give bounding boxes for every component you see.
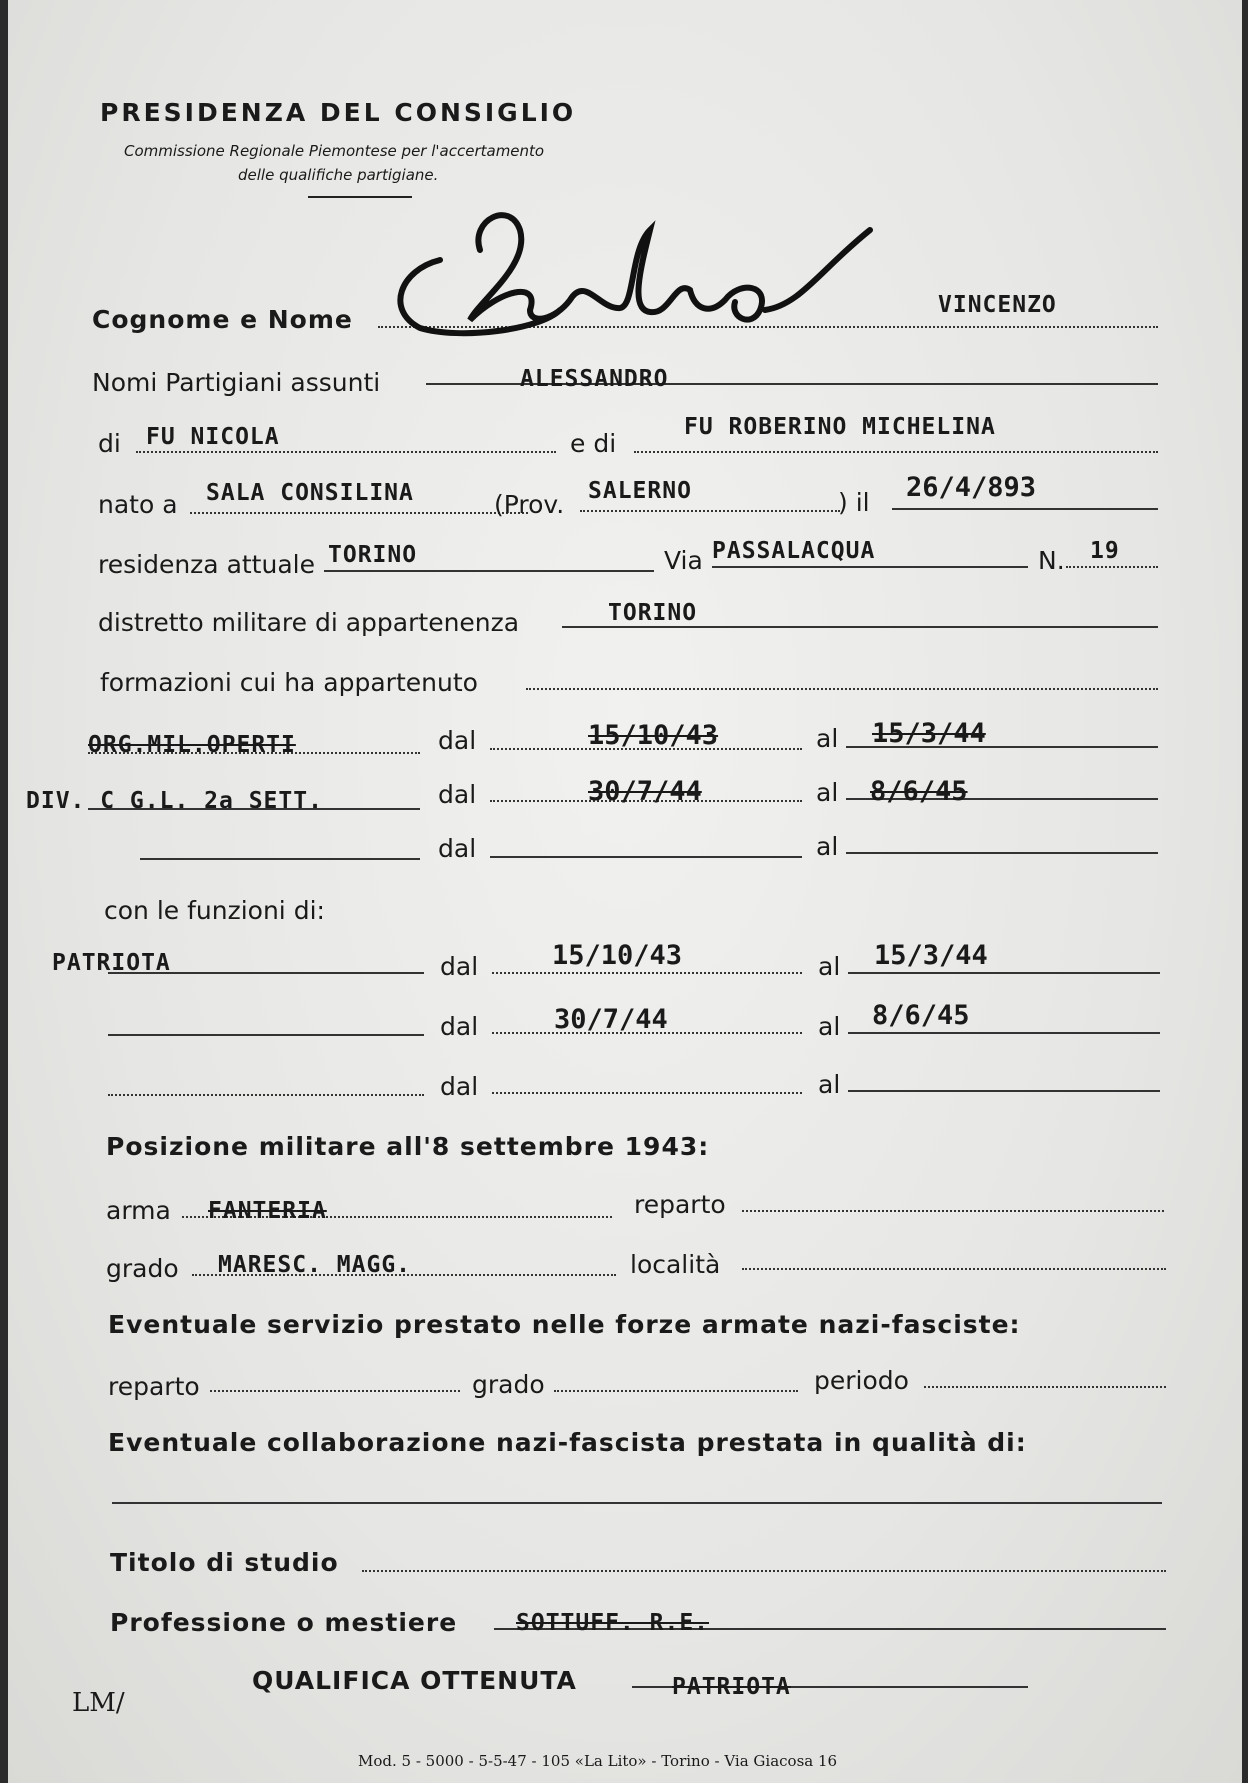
formazione-2-dal: 30/7/44 — [588, 776, 702, 807]
n-label: N. — [1038, 546, 1065, 575]
qualifica-label: QUALIFICA OTTENUTA — [252, 1666, 577, 1695]
cognome-nome-label: Cognome e Nome — [92, 305, 353, 334]
nomi-partigiani-value: ALESSANDRO — [520, 366, 669, 392]
funzioni-label: con le funzioni di: — [104, 896, 325, 925]
servizio-reparto-label: reparto — [108, 1372, 200, 1401]
grado-value: MARESC. MAGG. — [218, 1252, 412, 1278]
formazione-3-dal-line — [490, 856, 802, 858]
formazione-3-al-label: al — [816, 832, 839, 861]
formazioni-line — [526, 688, 1158, 690]
funzione-1-name: PATRIOTA — [52, 950, 171, 976]
formazione-2-al: 8/6/45 — [870, 776, 968, 807]
document-page — [8, 0, 1242, 1783]
funzione-3-dal-label: dal — [440, 1072, 479, 1101]
professione-label: Professione o mestiere — [110, 1608, 458, 1637]
funzione-2-al: 8/6/45 — [872, 1000, 970, 1031]
distretto-label: distretto militare di appartenenza — [98, 608, 520, 637]
grado-label: grado — [106, 1254, 179, 1283]
residenza-value: TORINO — [328, 542, 418, 568]
nato-value: SALA CONSILINA — [206, 480, 414, 506]
distretto-value: TORINO — [608, 600, 698, 626]
arma-value: FANTERIA — [208, 1198, 327, 1224]
funzione-2-name-line — [108, 1034, 424, 1036]
formazione-1-name: ORG.MIL.OPERTI — [88, 732, 296, 758]
nomi-partigiani-label: Nomi Partigiani assunti — [92, 368, 381, 397]
servizio-reparto-line — [210, 1390, 460, 1392]
funzione-2-dal: 30/7/44 — [554, 1004, 668, 1035]
initials: LM/ — [72, 1688, 125, 1718]
formazione-2-dal-label: dal — [438, 780, 477, 809]
nome-value: VINCENZO — [938, 292, 1057, 318]
residenza-label: residenza attuale — [98, 550, 315, 579]
n-line — [1066, 566, 1158, 568]
nato-line — [190, 512, 528, 514]
prov-label: (Prov. — [494, 490, 565, 519]
funzione-1-al: 15/3/44 — [874, 940, 988, 971]
collaborazione-label: Eventuale collaborazione nazi-fascista prestata in qualità di: — [108, 1428, 1027, 1457]
padre-line — [136, 451, 556, 453]
header-title: PRESIDENZA DEL CONSIGLIO — [100, 98, 577, 127]
titolo-studio-line — [362, 1570, 1166, 1572]
funzione-1-dal-line — [492, 972, 802, 974]
professione-value: SOTTUFF. R.E. — [516, 1610, 710, 1636]
formazione-1-dal-label: dal — [438, 726, 477, 755]
funzione-1-name-line — [108, 972, 424, 974]
header-subtitle-line2: delle qualifiche partigiane. — [238, 166, 439, 184]
formazione-2-name-line — [88, 808, 420, 810]
posizione-label: Posizione militare all'8 settembre 1943: — [106, 1132, 710, 1161]
funzione-2-al-label: al — [818, 1012, 841, 1041]
formazione-1-dal: 15/10/43 — [588, 720, 719, 751]
funzione-2-dal-label: dal — [440, 1012, 479, 1041]
qualifica-value: PATRIOTA — [672, 1674, 791, 1700]
servizio-label: Eventuale servizio prestato nelle forze armate nazi-fasciste: — [108, 1310, 1021, 1339]
formazione-2-name: DIV. C G.L. 2a SETT. — [26, 788, 323, 814]
formazione-3-al-line — [846, 852, 1158, 854]
collaborazione-line — [112, 1502, 1162, 1504]
formazioni-label: formazioni cui ha appartenuto — [100, 668, 478, 697]
funzione-1-al-label: al — [818, 952, 841, 981]
formazione-3-dal-label: dal — [438, 834, 477, 863]
funzione-1-al-line — [848, 972, 1160, 974]
formazione-1-al-label: al — [816, 724, 839, 753]
localita-line — [742, 1268, 1166, 1270]
data-nascita-value: 26/4/893 — [906, 472, 1037, 503]
via-line — [712, 566, 1028, 568]
reparto-line — [742, 1210, 1164, 1212]
funzione-3-dal-line — [492, 1092, 802, 1094]
distretto-line — [562, 626, 1158, 628]
n-value: 19 — [1090, 538, 1120, 564]
via-value: PASSALACQUA — [712, 538, 876, 564]
prov-value: SALERNO — [588, 478, 692, 504]
arma-label: arma — [106, 1196, 171, 1225]
periodo-line — [924, 1386, 1166, 1388]
funzione-3-al-line — [848, 1090, 1160, 1092]
footer-imprint: Mod. 5 - 5000 - 5-5-47 - 105 «La Lito» - Torino - Via Giacosa 16 — [358, 1752, 838, 1770]
formazione-1-al: 15/3/44 — [872, 718, 986, 749]
e-di-label: e di — [570, 429, 617, 458]
funzione-1-dal-label: dal — [440, 952, 479, 981]
periodo-label: periodo — [814, 1366, 909, 1395]
madre-value: FU ROBERINO MICHELINA — [684, 414, 996, 440]
residenza-line — [324, 570, 654, 572]
header-subtitle-line1: Commissione Regionale Piemontese per l'accertamento — [124, 142, 545, 160]
di-label: di — [98, 429, 121, 458]
via-label: Via — [664, 546, 703, 575]
formazione-3-name-line — [140, 858, 420, 860]
reparto-label: reparto — [634, 1190, 726, 1219]
cognome-signature — [380, 190, 880, 340]
funzione-1-dal: 15/10/43 — [552, 940, 683, 971]
prov-line — [580, 510, 840, 512]
formazione-1-name-line — [88, 752, 420, 754]
madre-line — [634, 451, 1158, 453]
data-nascita-line — [892, 508, 1158, 510]
formazione-2-al-label: al — [816, 778, 839, 807]
padre-value: FU NICOLA — [146, 424, 280, 450]
titolo-studio-label: Titolo di studio — [110, 1548, 339, 1577]
localita-label: località — [630, 1250, 721, 1279]
nato-label: nato a — [98, 490, 178, 519]
funzione-2-al-line — [848, 1032, 1160, 1034]
il-label: ) il — [838, 488, 870, 517]
servizio-grado-line — [554, 1390, 798, 1392]
funzione-3-name-line — [108, 1094, 424, 1096]
servizio-grado-label: grado — [472, 1370, 545, 1399]
funzione-3-al-label: al — [818, 1070, 841, 1099]
